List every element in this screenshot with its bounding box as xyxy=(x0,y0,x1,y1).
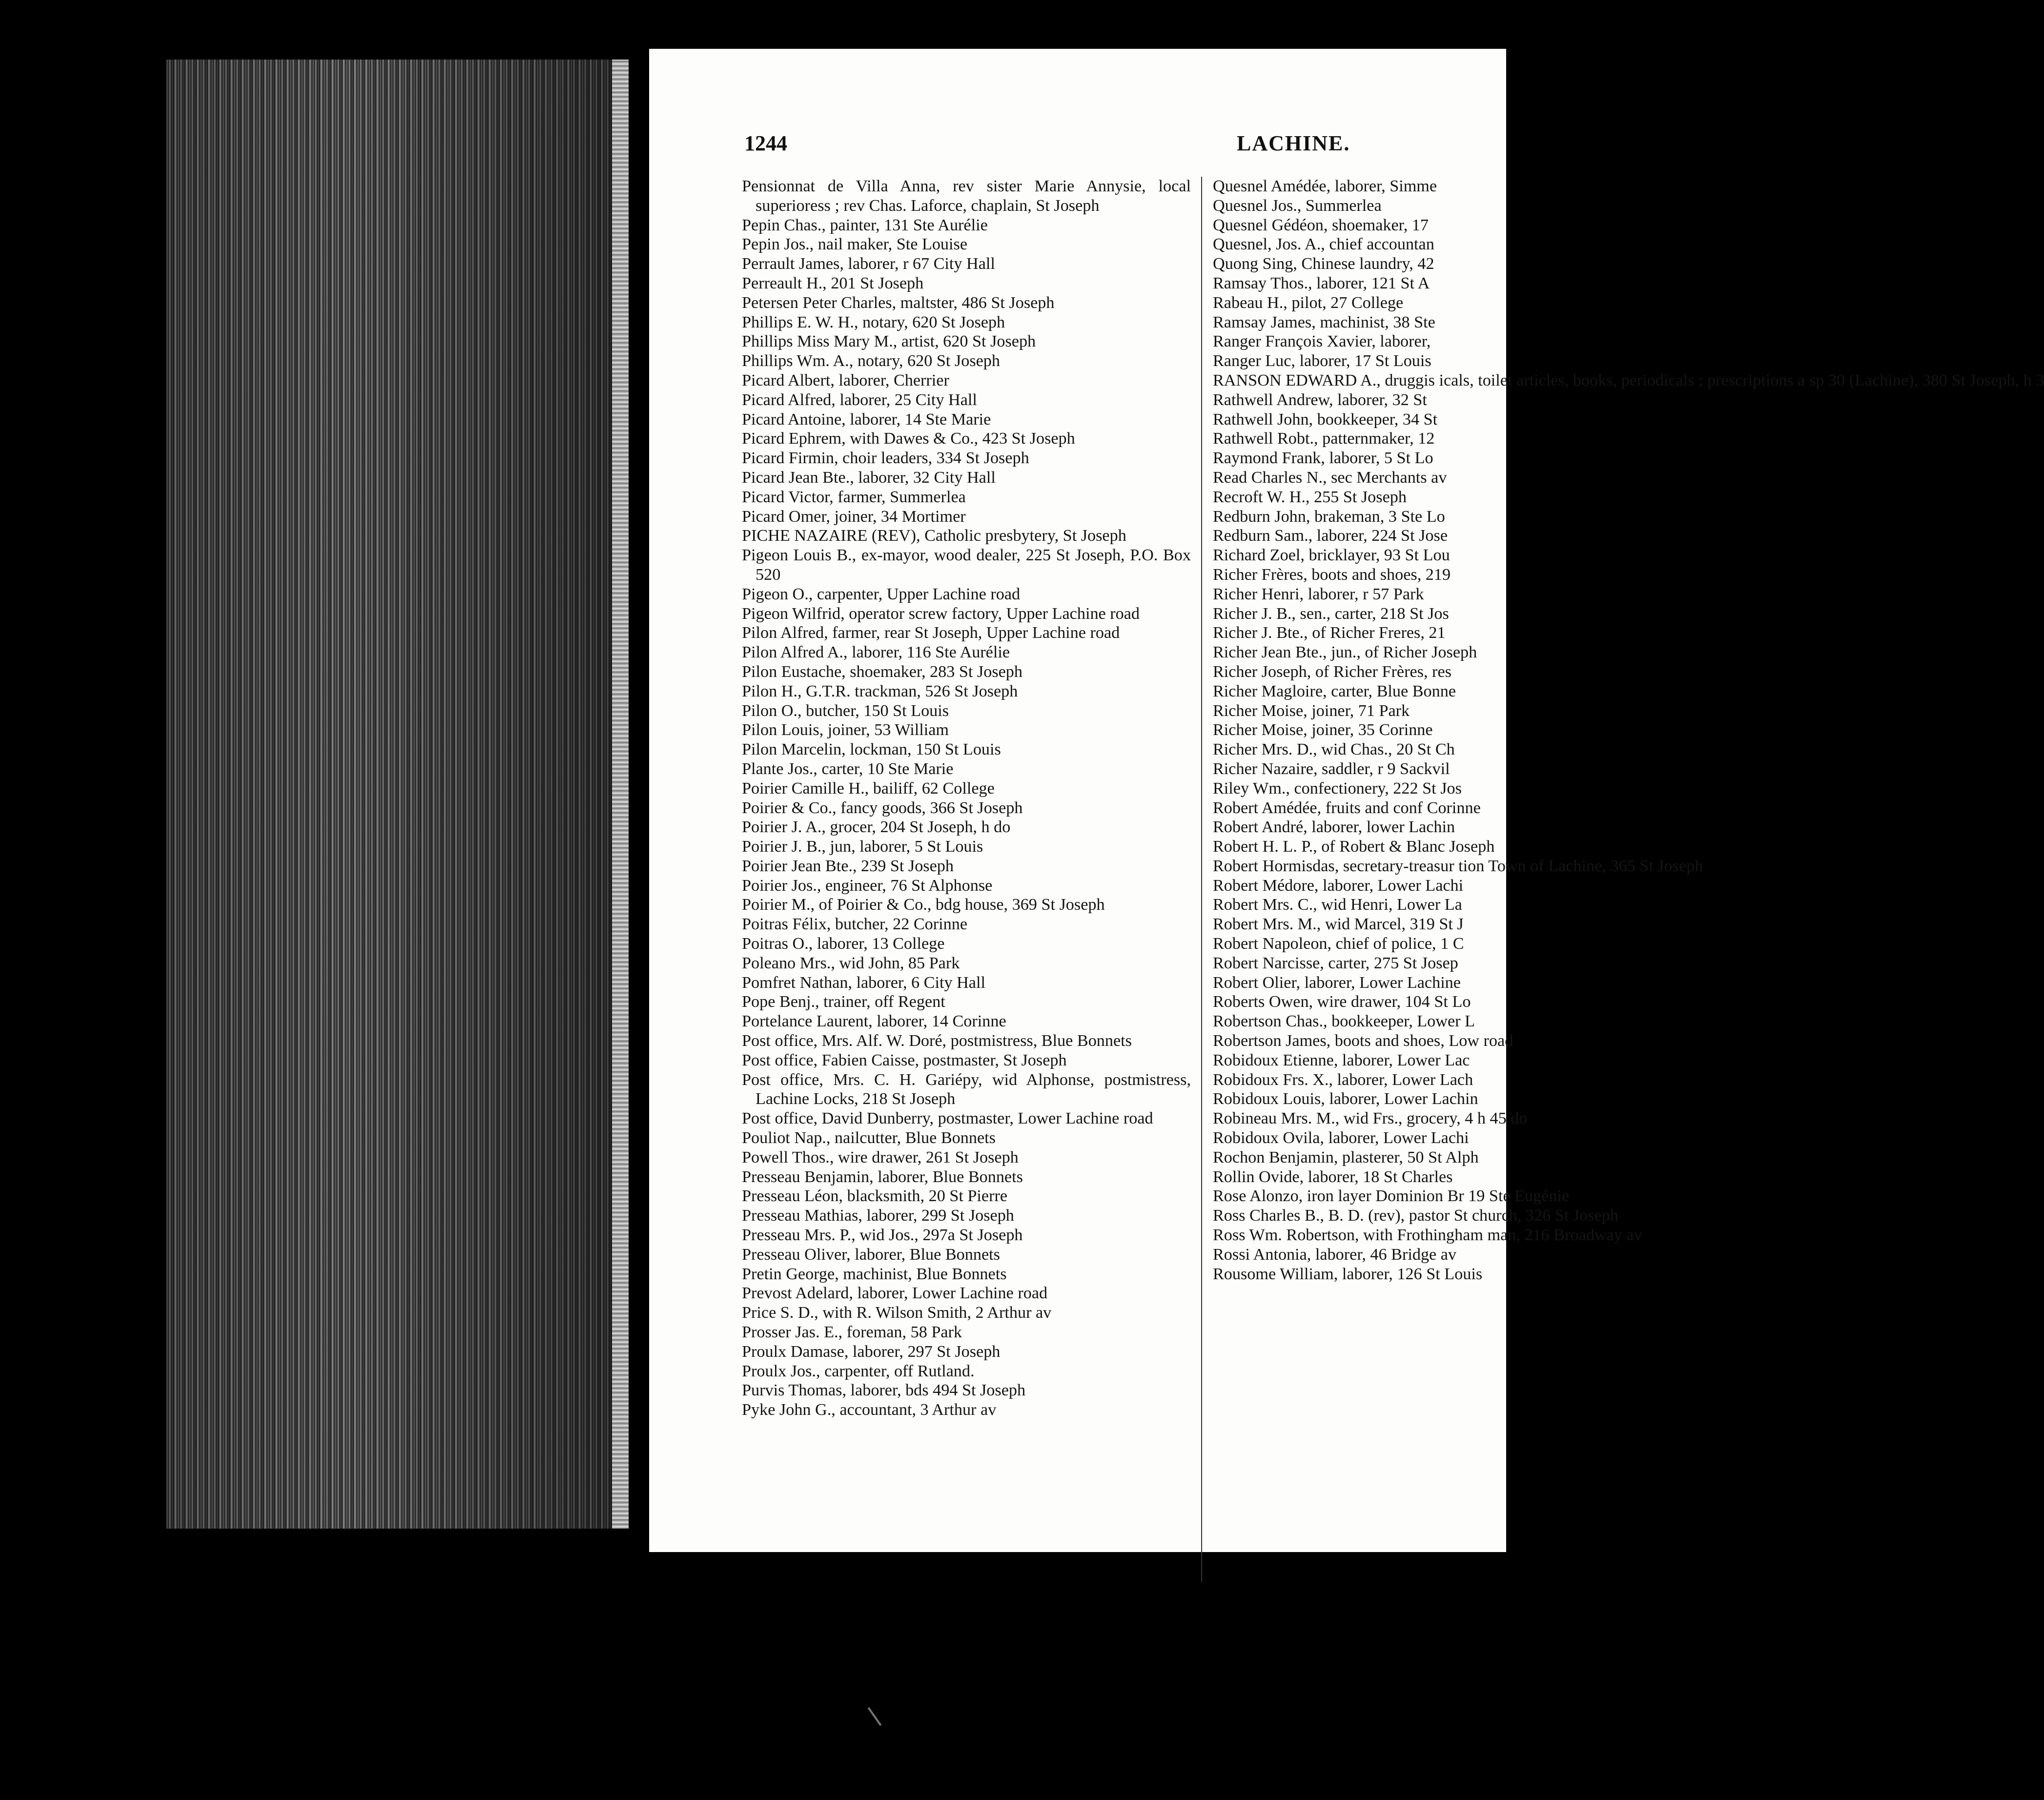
directory-entry: Pomfret Nathan, laborer, 6 City Hall xyxy=(742,973,985,992)
directory-entry: Redburn John, brakeman, 3 Ste Lo xyxy=(1213,507,1445,526)
directory-entry: Quesnel Jos., Summerlea xyxy=(1213,196,1382,215)
directory-entry: Pilon Alfred A., laborer, 116 Ste Aurélie xyxy=(742,643,1010,662)
directory-entry: Picard Antoine, laborer, 14 Ste Marie xyxy=(742,410,991,429)
directory-entry: Richer J. Bte., of Richer Freres, 21 xyxy=(1213,624,1446,642)
directory-entry: Rathwell John, bookkeeper, 34 St xyxy=(1213,410,1438,429)
directory-entry: Robertson James, boots and shoes, Low road xyxy=(1213,1032,1513,1050)
directory-entry: Poirier Jean Bte., 239 St Joseph xyxy=(742,857,954,875)
directory-entry: Quesnel Amédée, laborer, Simme xyxy=(1213,177,1437,195)
directory-entry: Pope Benj., trainer, off Regent xyxy=(742,993,945,1011)
directory-page xyxy=(649,49,2044,1552)
directory-entry: Ranger Luc, laborer, 17 St Louis xyxy=(1213,352,1431,370)
directory-entry: Poitras O., laborer, 13 College xyxy=(742,935,945,953)
directory-entry: Read Charles N., sec Merchants av xyxy=(1213,468,1447,487)
directory-entry: Robert André, laborer, lower Lachin xyxy=(1213,818,1455,837)
directory-entry: RANSON EDWARD A., druggis icals, toilet articles, books, periodicals ; prescriptions a sp 30 (Lachine), 380 St Joseph, h 3 xyxy=(1213,371,2044,389)
directory-entry: Pensionnat de Villa Anna, rev sister Marie Annysie, local superioress ; rev Chas. Laforce, chaplain, St Joseph xyxy=(742,177,1191,215)
directory-entry: Redburn Sam., laborer, 224 St Jose xyxy=(1213,527,1448,545)
directory-entry: Post office, Fabien Caisse, postmaster, St Joseph xyxy=(742,1051,1067,1069)
right-column xyxy=(1213,177,2044,1284)
directory-entry: Pouliot Nap., nailcutter, Blue Bonnets xyxy=(742,1129,996,1147)
directory-entry: Robert Napoleon, chief of police, 1 C xyxy=(1213,935,1464,953)
directory-entry: Presseau Oliver, laborer, Blue Bonnets xyxy=(742,1245,1000,1264)
directory-entry: Ross Charles B., B. D. (rev), pastor St church, 326 St Joseph xyxy=(1213,1207,1618,1225)
directory-entry: Robert Narcisse, carter, 275 St Josep xyxy=(1213,954,1458,972)
directory-entry: Pilon O., butcher, 150 St Louis xyxy=(742,701,949,720)
directory-entry: Ramsay Thos., laborer, 121 St A xyxy=(1213,274,1430,292)
directory-entry: Rathwell Robt., patternmaker, 12 xyxy=(1213,430,1435,448)
directory-entry: Robert Mrs. M., wid Marcel, 319 St J xyxy=(1213,915,1464,934)
directory-entry: Perreault H., 201 St Joseph xyxy=(742,274,924,292)
directory-entry: Picard Albert, laborer, Cherrier xyxy=(742,371,949,389)
directory-entry: Pilon Alfred, farmer, rear St Joseph, Upper Lachine road xyxy=(742,624,1120,642)
directory-entry: Richer Henri, laborer, r 57 Park xyxy=(1213,585,1424,603)
directory-entry: Poleano Mrs., wid John, 85 Park xyxy=(742,954,960,972)
directory-entry: Richer Joseph, of Richer Frères, res xyxy=(1213,662,1451,681)
directory-entry: Post office, Mrs. Alf. W. Doré, postmistress, Blue Bonnets xyxy=(742,1032,1132,1050)
directory-entry: Poitras Félix, butcher, 22 Corinne xyxy=(742,915,967,934)
directory-entry: Pilon Marcelin, lockman, 150 St Louis xyxy=(742,740,1001,759)
book-edge-shade xyxy=(166,60,629,1529)
directory-entry: Rollin Ovide, laborer, 18 St Charles xyxy=(1213,1167,1453,1186)
directory-entry: Richer Frères, boots and shoes, 219 xyxy=(1213,565,1451,584)
directory-entry: Picard Ephrem, with Dawes & Co., 423 St Joseph xyxy=(742,430,1075,448)
directory-entry: Poirier J. B., jun, laborer, 5 St Louis xyxy=(742,838,983,856)
directory-entry: Rabeau H., pilot, 27 College xyxy=(1213,293,1404,312)
directory-entry: Pretin George, machinist, Blue Bonnets xyxy=(742,1265,1007,1283)
directory-entry: Richer Nazaire, saddler, r 9 Sackvil xyxy=(1213,759,1450,778)
directory-entry: Picard Alfred, laborer, 25 City Hall xyxy=(742,390,977,409)
directory-entry: Presseau Léon, blacksmith, 20 St Pierre xyxy=(742,1187,1008,1206)
book-edge-highlight xyxy=(612,60,629,1529)
directory-entry: Robert Mrs. C., wid Henri, Lower La xyxy=(1213,896,1462,914)
directory-entry: Robineau Mrs. M., wid Frs., grocery, 4 h 45 do xyxy=(1213,1109,1528,1128)
directory-entry: Richer J. B., sen., carter, 218 St Jos xyxy=(1213,604,1449,623)
directory-entry: Pigeon Louis B., ex-mayor, wood dealer, 225 St Joseph, P.O. Box 520 xyxy=(742,546,1191,584)
directory-entry: Pilon Eustache, shoemaker, 283 St Joseph xyxy=(742,662,1022,681)
directory-entry: Rathwell Andrew, laborer, 32 St xyxy=(1213,390,1427,409)
directory-entry: Picard Omer, joiner, 34 Mortimer xyxy=(742,507,966,526)
directory-entry: Pepin Jos., nail maker, Ste Louise xyxy=(742,235,967,254)
directory-entry: Quong Sing, Chinese laundry, 42 xyxy=(1213,255,1434,273)
directory-entry: Richard Zoel, bricklayer, 93 St Lou xyxy=(1213,546,1450,565)
directory-entry: Riley Wm., confectionery, 222 St Jos xyxy=(1213,779,1462,798)
directory-entry: Robert Hormisdas, secretary-treasur tion Town of Lachine, 365 St Joseph xyxy=(1213,857,1703,875)
directory-entry: Phillips Miss Mary M., artist, 620 St Joseph xyxy=(742,332,1036,351)
directory-entry: Pilon Louis, joiner, 53 William xyxy=(742,721,949,739)
directory-entry: Pigeon Wilfrid, operator screw factory, Upper Lachine road xyxy=(742,604,1140,623)
directory-entry: Powell Thos., wire drawer, 261 St Joseph xyxy=(742,1148,1019,1166)
directory-entry: Recroft W. H., 255 St Joseph xyxy=(1213,488,1407,506)
directory-entry: Rochon Benjamin, plasterer, 50 St Alph xyxy=(1213,1148,1479,1166)
directory-entry: Prevost Adelard, laborer, Lower Lachine road xyxy=(742,1284,1048,1303)
directory-entry: Richer Mrs. D., wid Chas., 20 St Ch xyxy=(1213,740,1455,759)
directory-entry: Phillips Wm. A., notary, 620 St Joseph xyxy=(742,352,1000,370)
directory-entry: Richer Moise, joiner, 71 Park xyxy=(1213,701,1410,720)
directory-entry: Portelance Laurent, laborer, 14 Corinne xyxy=(742,1012,1006,1031)
directory-entry: Picard Jean Bte., laborer, 32 City Hall xyxy=(742,468,996,487)
left-column xyxy=(742,177,1191,1420)
directory-entry: Poirier M., of Poirier & Co., bdg house, 369 St Joseph xyxy=(742,896,1105,914)
directory-entry: Pigeon O., carpenter, Upper Lachine road xyxy=(742,585,1021,603)
directory-entry: Petersen Peter Charles, maltster, 486 St Joseph xyxy=(742,293,1055,312)
book-edge xyxy=(166,60,629,1529)
directory-entry: Robert Olier, laborer, Lower Lachine xyxy=(1213,973,1461,992)
directory-entry: Richer Jean Bte., jun., of Richer Joseph xyxy=(1213,643,1477,662)
directory-entry: Picard Victor, farmer, Summerlea xyxy=(742,488,966,506)
directory-entry: Robert Amédée, fruits and conf Corinne xyxy=(1213,798,1481,817)
directory-entry: Presseau Mathias, laborer, 299 St Joseph xyxy=(742,1207,1014,1225)
directory-entry: Quesnel Gédéon, shoemaker, 17 xyxy=(1213,216,1429,234)
directory-entry: Plante Jos., carter, 10 Ste Marie xyxy=(742,759,954,778)
directory-entry: Roberts Owen, wire drawer, 104 St Lo xyxy=(1213,993,1471,1011)
directory-entry: Post office, Mrs. C. H. Gariépy, wid Alphonse, postmistress, Lachine Locks, 218 St Joseph xyxy=(742,1070,1191,1108)
directory-entry: Ramsay James, machinist, 38 Ste xyxy=(1213,313,1435,331)
page-title: LACHINE. xyxy=(1237,131,1350,155)
directory-entry: Poirier Camille H., bailiff, 62 College xyxy=(742,779,995,798)
directory-entry: PICHE NAZAIRE (REV), Catholic presbytery, St Joseph xyxy=(742,527,1126,545)
directory-entry: Proulx Jos., carpenter, off Rutland. xyxy=(742,1362,975,1380)
directory-entry: Price S. D., with R. Wilson Smith, 2 Arthur av xyxy=(742,1304,1052,1322)
directory-entry: Robertson Chas., bookkeeper, Lower L xyxy=(1213,1012,1475,1031)
directory-entry: Quesnel, Jos. A., chief accountan xyxy=(1213,235,1434,254)
directory-entry: Robidoux Louis, laborer, Lower Lachin xyxy=(1213,1090,1478,1108)
directory-entry: Rossi Antonia, laborer, 46 Bridge av xyxy=(1213,1245,1457,1264)
page-number: 1244 xyxy=(744,131,787,155)
directory-entry: Rousome William, laborer, 126 St Louis xyxy=(1213,1265,1483,1283)
directory-entry: Poirier Jos., engineer, 76 St Alphonse xyxy=(742,876,993,895)
column-divider xyxy=(1201,177,1202,1582)
directory-entry: Robert H. L. P., of Robert & Blanc Joseph xyxy=(1213,838,1495,856)
directory-entry: Poirier & Co., fancy goods, 366 St Joseph xyxy=(742,798,1023,817)
directory-entry: Pepin Chas., painter, 131 Ste Aurélie xyxy=(742,216,988,234)
directory-entry: Richer Moise, joiner, 35 Corinne xyxy=(1213,721,1433,739)
directory-entry: Robert Médore, laborer, Lower Lachi xyxy=(1213,876,1464,895)
directory-entry: Raymond Frank, laborer, 5 St Lo xyxy=(1213,449,1433,468)
directory-entry: Presseau Mrs. P., wid Jos., 297a St Joseph xyxy=(742,1226,1023,1245)
directory-entry: Pilon H., G.T.R. trackman, 526 St Joseph xyxy=(742,682,1018,700)
directory-entry: Poirier J. A., grocer, 204 St Joseph, h do xyxy=(742,818,1011,837)
directory-entry: Ross Wm. Robertson, with Frothingham man, 216 Broadway av xyxy=(1213,1226,1642,1245)
directory-entry: Purvis Thomas, laborer, bds 494 St Joseph xyxy=(742,1381,1026,1400)
directory-entry: Post office, David Dunberry, postmaster, Lower Lachine road xyxy=(742,1109,1153,1128)
directory-entry: Prosser Jas. E., foreman, 58 Park xyxy=(742,1323,962,1342)
directory-entry: Robidoux Frs. X., laborer, Lower Lach xyxy=(1213,1070,1473,1089)
directory-entry: Perrault James, laborer, r 67 City Hall xyxy=(742,255,995,273)
scan-mark xyxy=(868,1707,882,1726)
directory-entry: Picard Firmin, choir leaders, 334 St Joseph xyxy=(742,449,1029,468)
directory-entry: Robidoux Ovila, laborer, Lower Lachi xyxy=(1213,1129,1469,1147)
directory-entry: Pyke John G., accountant, 3 Arthur av xyxy=(742,1401,997,1419)
directory-entry: Richer Magloire, carter, Blue Bonne xyxy=(1213,682,1456,700)
directory-entry: Phillips E. W. H., notary, 620 St Joseph xyxy=(742,313,1005,331)
directory-entry: Rose Alonzo, iron layer Dominion Br 19 Ste Eugénie xyxy=(1213,1187,1570,1206)
directory-entry: Proulx Damase, laborer, 297 St Joseph xyxy=(742,1342,1001,1361)
directory-entry: Presseau Benjamin, laborer, Blue Bonnets xyxy=(742,1167,1023,1186)
directory-entry: Robidoux Etienne, laborer, Lower Lac xyxy=(1213,1051,1470,1069)
directory-entry: Ranger François Xavier, laborer, xyxy=(1213,332,1431,351)
